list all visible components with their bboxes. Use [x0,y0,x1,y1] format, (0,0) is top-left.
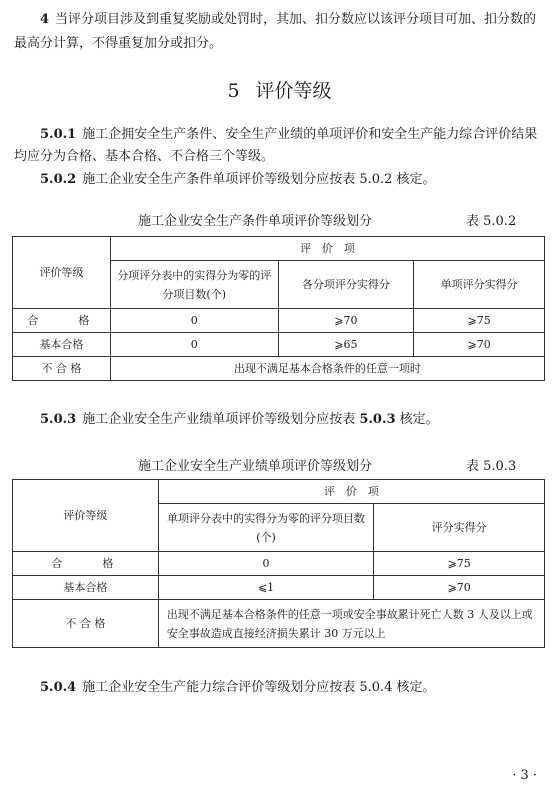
value-cell: 0 [158,552,374,576]
clause-5-0-1 [14,124,545,168]
grade-cell: 合 格 [13,552,159,576]
table-5-0-3-row-header: 评价等级 [13,480,159,552]
table-5-0-3-caption: 施工企业安全生产业绩单项评价等级划分 [138,459,373,474]
value-cell: ⩾75 [374,552,545,576]
item-4-number: 4 [40,12,50,27]
clause-5-0-3-text: 施工企业安全生产业绩单项评价等级划分应按表 [82,412,360,427]
value-cell: ⩾70 [278,309,414,333]
value-cell: ⩽1 [158,576,374,600]
table-row [13,357,545,381]
clause-5-0-3-table-ref: 5.0.3 [359,412,396,427]
grade-cell: 基本合格 [13,333,111,357]
table-row [13,552,545,576]
table-5-0-2-col1-header: 分项评分表中的实得分为零的评分项目数(个) [110,261,278,309]
grade-cell: 合 格 [13,309,111,333]
table-row [13,309,545,333]
chapter-heading [0,76,559,103]
clause-5-0-3 [14,409,545,431]
fail-condition-cell: 出现不满足基本合格条件的任意一项时 [110,357,544,381]
value-cell: ⩾70 [414,333,545,357]
value-cell: ⩾75 [414,309,545,333]
value-cell: 0 [110,333,278,357]
clause-5-0-2 [14,169,545,191]
table-5-0-2-group-header: 评 价 项 [110,237,544,261]
table-5-0-2-number: 表 5.0.2 [466,214,517,229]
table-5-0-3-col1-header: 单项评分表中的实得分为零的评分项目数(个) [158,504,374,552]
clause-5-0-2-number: 5.0.2 [40,172,77,187]
table-5-0-2-col3-header: 单项评分实得分 [414,261,545,309]
table-5-0-3-group-header: 评 价 项 [158,480,544,504]
table-row [13,576,545,600]
table-5-0-2-row-header: 评价等级 [13,237,111,309]
clause-5-0-4 [14,677,545,699]
clause-5-0-2-text: 施工企业安全生产条件单项评价等级划分应按表 5.0.2 核定。 [82,172,436,187]
table-5-0-3-number: 表 5.0.3 [466,459,517,474]
table-row [13,333,545,357]
clause-5-0-1-text: 施工企拥安全生产条件、安全生产业绩的单项评价和安全生产能力综合评价结果均应分为合格、基本合格、不合格三个等级。 [14,127,538,164]
fail-condition-cell: 出现不满足基本合格条件的任意一项或安全事故累计死亡人数 3 人及以上或安全事故造成直接经济损失累计 30 万元以上 [158,600,544,648]
grade-cell: 不 合 格 [13,357,111,381]
clause-5-0-4-number: 5.0.4 [40,680,77,695]
grade-cell: 不 合 格 [13,600,159,648]
table-row [13,600,545,648]
item-4-paragraph [14,8,545,56]
value-cell: ⩾65 [278,333,414,357]
chapter-number: 5 [227,80,240,102]
value-cell: 0 [110,309,278,333]
table-5-0-3-col2-header: 评分实得分 [374,504,545,552]
item-4-text: 当评分项目涉及到重复奖励或处罚时，其加、扣分数应以该评分项目可加、扣分数的最高分计算，不得重复加分或扣分。 [14,12,537,51]
grade-cell: 基本合格 [13,576,159,600]
value-cell: ⩾70 [374,576,545,600]
clause-5-0-3-number: 5.0.3 [40,412,77,427]
table-5-0-2-caption: 施工企业安全生产条件单项评价等级划分 [138,214,373,229]
clause-5-0-1-number: 5.0.1 [40,127,77,142]
table-5-0-3 [12,479,545,648]
chapter-title: 评价等级 [255,80,332,102]
page-number: · 3 · [512,768,537,783]
table-5-0-2 [12,236,545,381]
table-5-0-2-col2-header: 各分项评分实得分 [278,261,414,309]
clause-5-0-3-text-end: 核定。 [395,412,439,427]
clause-5-0-4-text: 施工企业安全生产能力综合评价等级划分应按表 5.0.4 核定。 [82,680,436,695]
